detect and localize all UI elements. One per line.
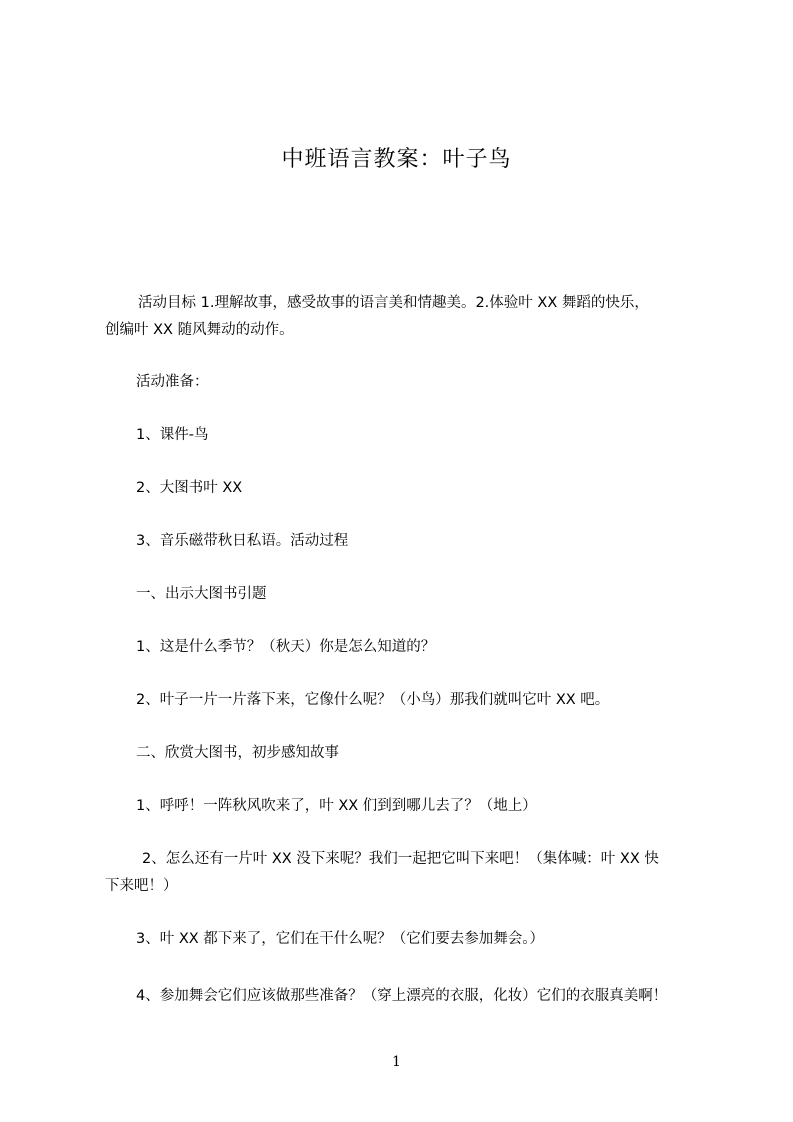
page-number: 1 — [392, 1054, 401, 1070]
section-heading: 一、出示大图书引题 — [136, 586, 267, 602]
document-title: 中班语言教案：叶子鸟 — [281, 147, 512, 172]
list-item: 1、课件-鸟 — [136, 427, 209, 443]
paragraph-line: 创编叶 XX 随风舞动的动作。 — [105, 322, 294, 338]
paragraph-preparation: 活动准备： — [136, 374, 209, 390]
list-item: 3、叶 XX 都下来了，它们在干什么呢？（它们要去参加舞会。） — [136, 931, 545, 947]
list-item: 2、大图书叶 XX — [136, 480, 243, 496]
list-item — [105, 846, 695, 900]
paragraph-line: 活动目标 1.理解故事，感受故事的语言美和情趣美。2.体验叶 XX 舞蹈的快乐， — [138, 295, 649, 311]
paragraph-line: 2、怎么还有一片叶 XX 没下来呢？我们一起把它叫下来吧！（集体喊：叶 XX 快 — [142, 851, 659, 867]
list-item: 4、参加舞会它们应该做那些准备？（穿上漂亮的衣服，化妆）它们的衣服真美啊！ — [136, 988, 668, 1004]
paragraph-activity-goal — [105, 290, 695, 344]
list-item: 1、呼呼！一阵秋风吹来了，叶 XX 们到到哪儿去了？（地上） — [136, 798, 537, 814]
list-item: 1、这是什么季节？（秋天）你是怎么知道的？ — [136, 639, 436, 655]
section-heading: 二、欣赏大图书，初步感知故事 — [136, 745, 339, 761]
list-item: 3、音乐磁带秋日私语。活动过程 — [136, 533, 349, 549]
list-item: 2、叶子一片一片落下来，它像什么呢？（小鸟）那我们就叫它叶 XX 吧。 — [136, 692, 610, 708]
paragraph-line: 下来吧！） — [105, 878, 178, 894]
